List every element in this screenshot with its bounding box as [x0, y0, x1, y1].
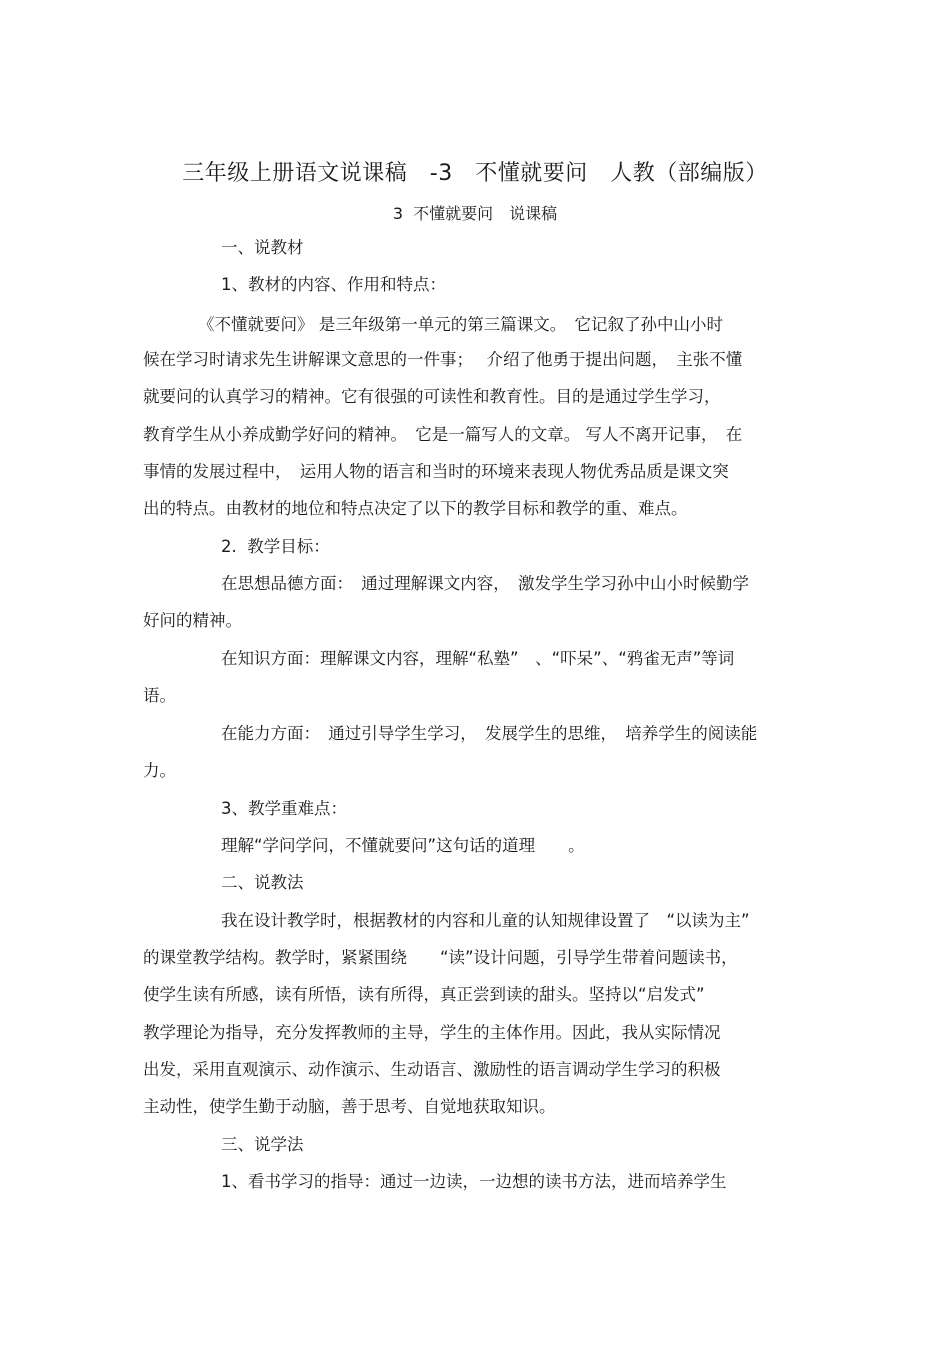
paragraph-line: 教育学生从小养成勤学好问的精神。 它是一篇写人的文章。 写人不离开记事， 在: [143, 425, 743, 444]
paragraph-line: 的课堂教学结构。教学时，紧紧围绕 “读”设计问题，引导学生带着问题读书，: [143, 948, 738, 967]
document-subtitle: 3 不懂就要问 说课稿: [392, 204, 558, 223]
section-heading: 一、说教材: [221, 238, 304, 257]
sub-heading: 2. 教学目标：: [221, 537, 330, 556]
sub-heading: 3、教学重难点：: [221, 799, 347, 818]
paragraph-line: 在思想品德方面： 通过理解课文内容， 激发学生学习孙中山小时候勤学: [221, 574, 749, 593]
section-heading: 三、说学法: [221, 1135, 304, 1154]
paragraph-line: 事情的发展过程中， 运用人物的语言和当时的环境来表现人物优秀品质是课文突: [143, 462, 729, 481]
document-title: 三年级上册语文说课稿 -3 不懂就要问 人教（部编版）: [182, 161, 768, 186]
section-heading: 二、说教法: [221, 873, 304, 892]
paragraph-line: 使学生读有所感，读有所悟，读有所得，真正尝到读的甜头。坚持以“启发式”: [143, 985, 705, 1004]
paragraph-line: 出的特点。由教材的地位和特点决定了以下的教学目标和教学的重、难点。: [143, 499, 688, 518]
paragraph-line: 主动性，使学生勤于动脑，善于思考、自觉地获取知识。: [143, 1097, 556, 1116]
paragraph-line: 《不懂就要问》 是三年级第一单元的第三篇课文。 它记叙了孙中山小时: [198, 315, 723, 334]
paragraph-line: 就要问的认真学习的精神。它有很强的可读性和教育性。目的是通过学生学习，: [143, 387, 721, 406]
paragraph-line: 语。: [143, 686, 176, 705]
paragraph-line: 我在设计教学时，根据教材的内容和儿童的认知规律设置了 “以读为主”: [221, 911, 750, 930]
paragraph-line: 出发，采用直观演示、动作演示、生动语言、激励性的语言调动学生学习的积极: [143, 1060, 721, 1079]
paragraph-line: 在能力方面： 通过引导学生学习， 发展学生的思维， 培养学生的阅读能: [221, 724, 758, 743]
paragraph-line: 候在学习时请求先生讲解课文意思的一件事； 介绍了他勇于提出问题， 主张不懂: [143, 350, 743, 369]
paragraph-line: 好问的精神。: [143, 611, 242, 630]
paragraph-line: 力。: [143, 761, 176, 780]
paragraph-line: 理解“学问学问，不懂就要问”这句话的道理 。: [221, 836, 585, 855]
sub-heading: 1、教材的内容、作用和特点：: [221, 275, 446, 294]
paragraph-line: 1、看书学习的指导：通过一边读，一边想的读书方法，进而培养学生: [221, 1172, 727, 1191]
paragraph-line: 在知识方面：理解课文内容，理解“私塾” 、“吓呆”、“鸦雀无声”等词: [221, 649, 735, 668]
paragraph-line: 教学理论为指导，充分发挥教师的主导，学生的主体作用。因此，我从实际情况: [143, 1023, 721, 1042]
